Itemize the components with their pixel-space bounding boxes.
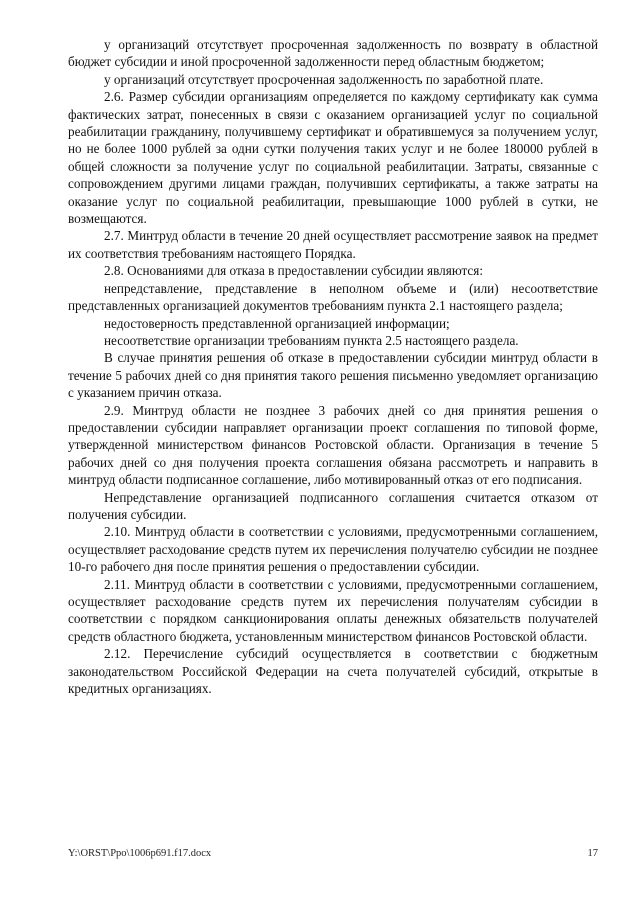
paragraph: у организаций отсутствует просроченная задолженность по заработной плате. <box>104 71 544 87</box>
paragraph: недостоверность представленной организацией информации; <box>104 315 450 331</box>
paragraph: 2.10. Минтруд области в соответствии с условиями, предусмотренными соглашением, осуществляет расходование средств путем их перечисления получателю субсидии не позднее 10-го рабочего дня после принятия решения о предоставлении субсидии. <box>68 524 598 575</box>
paragraph: 2.11. Минтруд области в соответствии с условиями, предусмотренными соглашением, осуществляет расходование средств путем их перечисления получателям субсидии в соответствии с порядком санкционирования оплаты денежных обязательств получателей средств областного бюджета, установленным министерством финансов Ростовской области. <box>68 576 598 644</box>
paragraph: несоответствие организации требованиям пункта 2.5 настоящего раздела. <box>104 332 519 348</box>
paragraph: Непредставление организацией подписанного соглашения считается отказом от получения субсидии. <box>68 489 598 522</box>
paragraph: 2.7. Минтруд области в течение 20 дней осуществляет рассмотрение заявок на предмет их соответствия требованиям настоящего Порядка. <box>68 228 598 261</box>
paragraph: 2.12. Перечисление субсидий осуществляется в соответствии с бюджетным законодательством Российской Федерации на счета получателей субсидий, открытые в кредитных организациях. <box>68 646 598 697</box>
page-number: 17 <box>587 848 598 859</box>
footer-file-path: Y:\ORST\Ppo\1006p691.f17.docx <box>68 848 212 859</box>
paragraph: у организаций отсутствует просроченная задолженность по возврату в областной бюджет субсидии и иной просроченной задолженности перед областным бюджетом; <box>68 37 598 70</box>
paragraph: непредставление, представление в неполном объеме и (или) несоответствие представленных организацией документов требованиям пункта 2.1 настоящего раздела; <box>68 280 598 314</box>
paragraph: 2.6. Размер субсидии организациям определяется по каждому сертификату как сумма фактических затрат, понесенных в связи с оказанием организацией услуг по социальной реабилитации гражданину, получившему сертификат и обратившемуся за получением услуг, но не более 1000 рублей за одни сутки получения таких услуг и не более 180000 рублей в общей сложности за получение услуг по социальной реабилитации. Затраты, связанные с сопровождением другими лицами граждан, получивших сертификаты, а также затраты на оказание услуг по социальной реабилитации, превышающие 1000 рублей в сутки, не возмещаются. <box>68 89 598 227</box>
paragraph: В случае принятия решения об отказе в предоставлении субсидии минтруд области в течение 5 рабочих дней со дня принятия такого решения письменно уведомляет организацию с указанием причин отказа. <box>68 350 598 401</box>
document-body <box>68 36 598 697</box>
paragraph: 2.9. Минтруд области не позднее 3 рабочих дней со дня принятия решения о предоставлении субсидии направляет организации проект соглашения по типовой форме, утвержденной министерством финансов Ростовской области. Организация в течение 5 рабочих дней со дня получения проекта соглашения обязана рассмотреть и направить в минтруд области подписанное соглашение, либо мотивированный отказ от его подписания. <box>68 402 598 488</box>
paragraph: 2.8. Основаниями для отказа в предоставлении субсидии являются: <box>104 263 484 279</box>
